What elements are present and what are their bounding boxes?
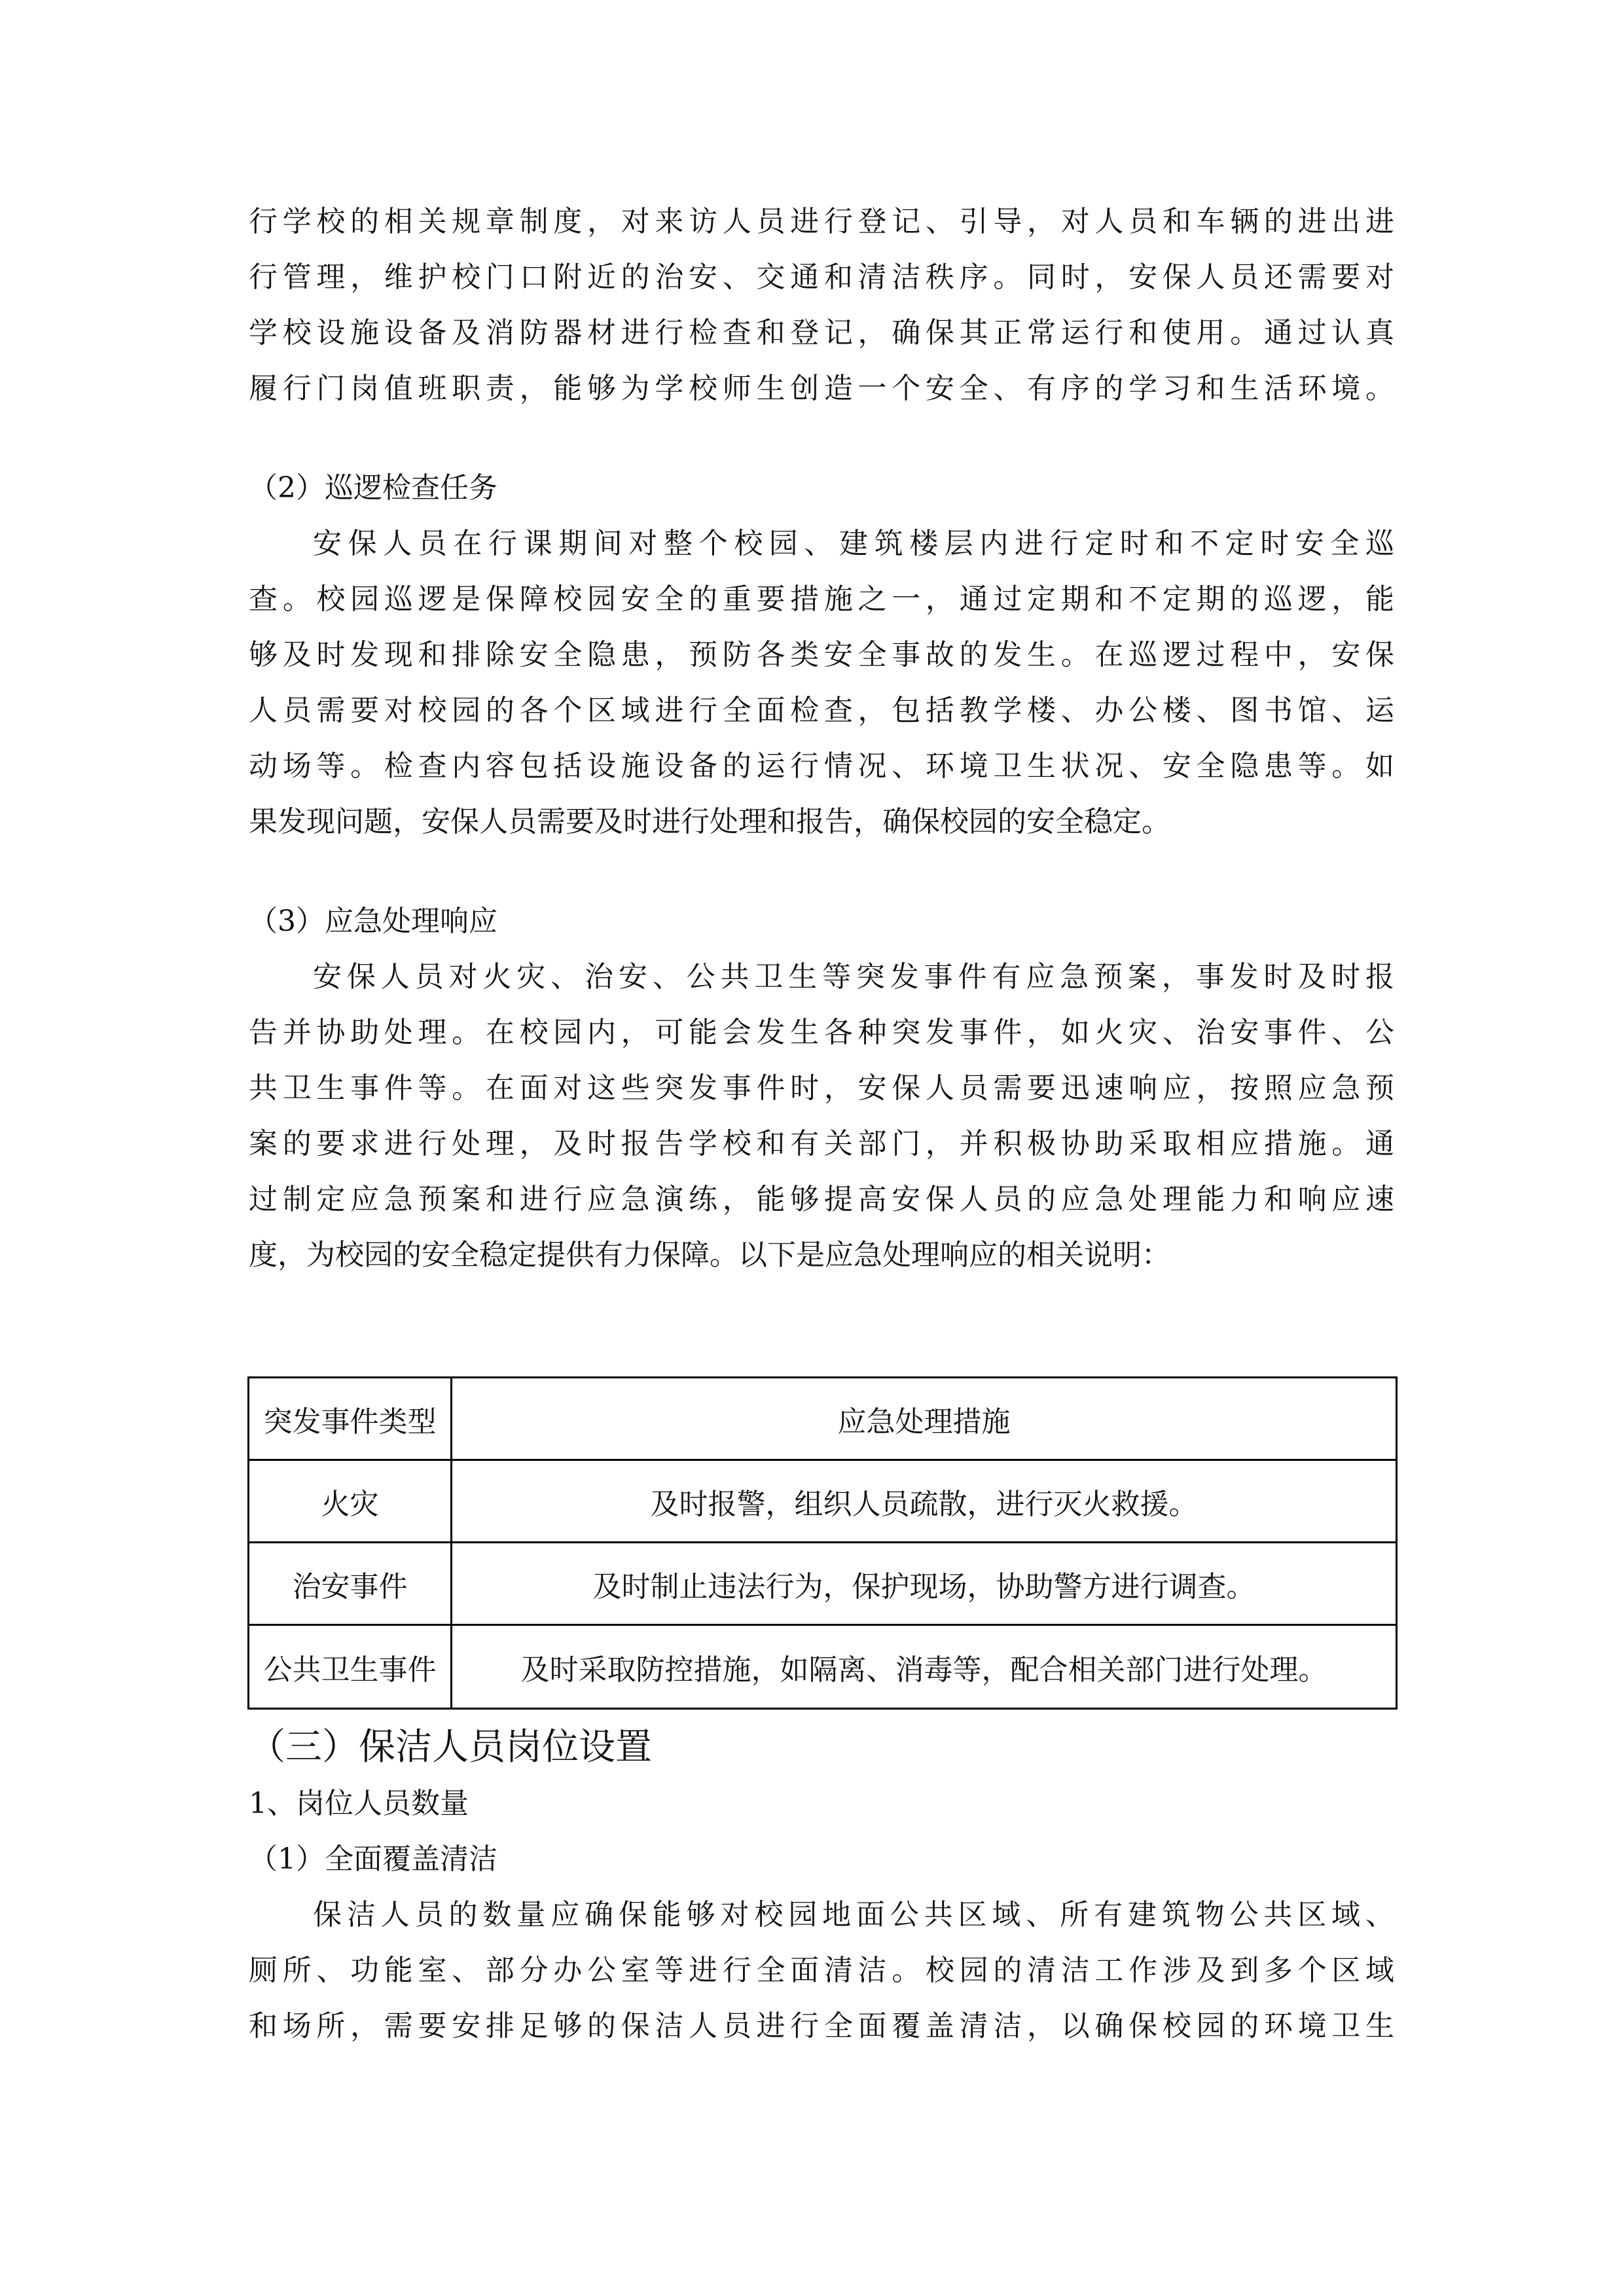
section-heading-patrol: （2）巡逻检查任务: [249, 471, 497, 505]
paragraph-line: 行学校的相关规章制度，对来访人员进行登记、引导，对人员和车辆的进出进: [249, 205, 1394, 238]
paragraph-line: 安保人员在行课期间对整个校园、建筑楼层内进行定时和不定时安全巡: [313, 527, 1394, 560]
paragraph-line: 度，为校园的安全稳定提供有力保障。以下是应急处理响应的相关说明：: [249, 1238, 1170, 1272]
table-cell: 及时采取防控措施，如隔离、消毒等，配合相关部门进行处理。: [452, 1625, 1397, 1709]
table-row: [249, 1543, 1397, 1625]
subsection-heading-full-coverage: （1）全面覆盖清洁: [249, 1842, 497, 1876]
paragraph-line: 和场所，需要安排足够的保洁人员进行全面覆盖清洁，以确保校园的环境卫生: [249, 2009, 1394, 2043]
table-cell: 及时制止违法行为，保护现场，协助警方进行调查。: [452, 1543, 1397, 1625]
table-cell: 公共卫生事件: [249, 1625, 452, 1709]
paragraph-line: 厕所、功能室、部分办公室等进行全面清洁。校园的清洁工作涉及到多个区域: [249, 1954, 1394, 1987]
paragraph-line: 安保人员对火灾、治安、公共卫生等突发事件有应急预案，事发时及时报: [313, 960, 1394, 994]
table-cell: 火灾: [249, 1460, 452, 1543]
paragraph-line: 果发现问题，安保人员需要及时进行处理和报告，确保校园的安全稳定。: [249, 805, 1170, 838]
paragraph-line: 案的要求进行处理，及时报告学校和有关部门，并积极协助采取相应措施。通: [249, 1127, 1394, 1160]
paragraph-line: 共卫生事件等。在面对这些突发事件时，安保人员需要迅速响应，按照应急预: [249, 1071, 1394, 1105]
section-heading-emergency: （3）应急处理响应: [249, 905, 497, 938]
paragraph-line: 行管理，维护校门口附近的治安、交通和清洁秩序。同时，安保人员还需要对: [249, 260, 1394, 294]
paragraph-line: 够及时发现和排除安全隐患，预防各类安全事故的发生。在巡逻过程中，安保: [249, 638, 1394, 672]
paragraph-line: 告并协助处理。在校园内，可能会发生各种突发事件，如火灾、治安事件、公: [249, 1016, 1394, 1049]
table-row: [249, 1625, 1397, 1709]
table-row: [249, 1460, 1397, 1543]
table-header-row: [249, 1378, 1397, 1460]
paragraph-line: 人员需要对校园的各个区域进行全面检查，包括教学楼、办公楼、图书馆、运: [249, 694, 1394, 727]
paragraph-line: 保洁人员的数量应确保能够对校园地面公共区域、所有建筑物公共区域、: [313, 1898, 1394, 1931]
section-title-cleaning-staff: （三）保洁人员岗位设置: [249, 1726, 652, 1768]
paragraph-line: 履行门岗值班职责，能够为学校师生创造一个安全、有序的学习和生活环境。: [249, 372, 1394, 405]
paragraph-line: 查。校园巡逻是保障校园安全的重要措施之一，通过定期和不定期的巡逻，能: [249, 583, 1394, 616]
paragraph-line: 过制定应急预案和进行应急演练，能够提高安保人员的应急处理能力和响应速: [249, 1183, 1394, 1216]
table-cell: 治安事件: [249, 1543, 452, 1625]
emergency-response-table: [247, 1376, 1398, 1710]
table-header-cell: 突发事件类型: [249, 1378, 452, 1460]
paragraph-line: 动场等。检查内容包括设施设备的运行情况、环境卫生状况、安全隐患等。如: [249, 749, 1394, 783]
table-header-cell: 应急处理措施: [452, 1378, 1397, 1460]
paragraph-line: 学校设施设备及消防器材进行检查和登记，确保其正常运行和使用。通过认真: [249, 316, 1394, 350]
subsection-heading-headcount: 1、岗位人员数量: [249, 1787, 469, 1820]
table-cell: 及时报警，组织人员疏散，进行灭火救援。: [452, 1460, 1397, 1543]
